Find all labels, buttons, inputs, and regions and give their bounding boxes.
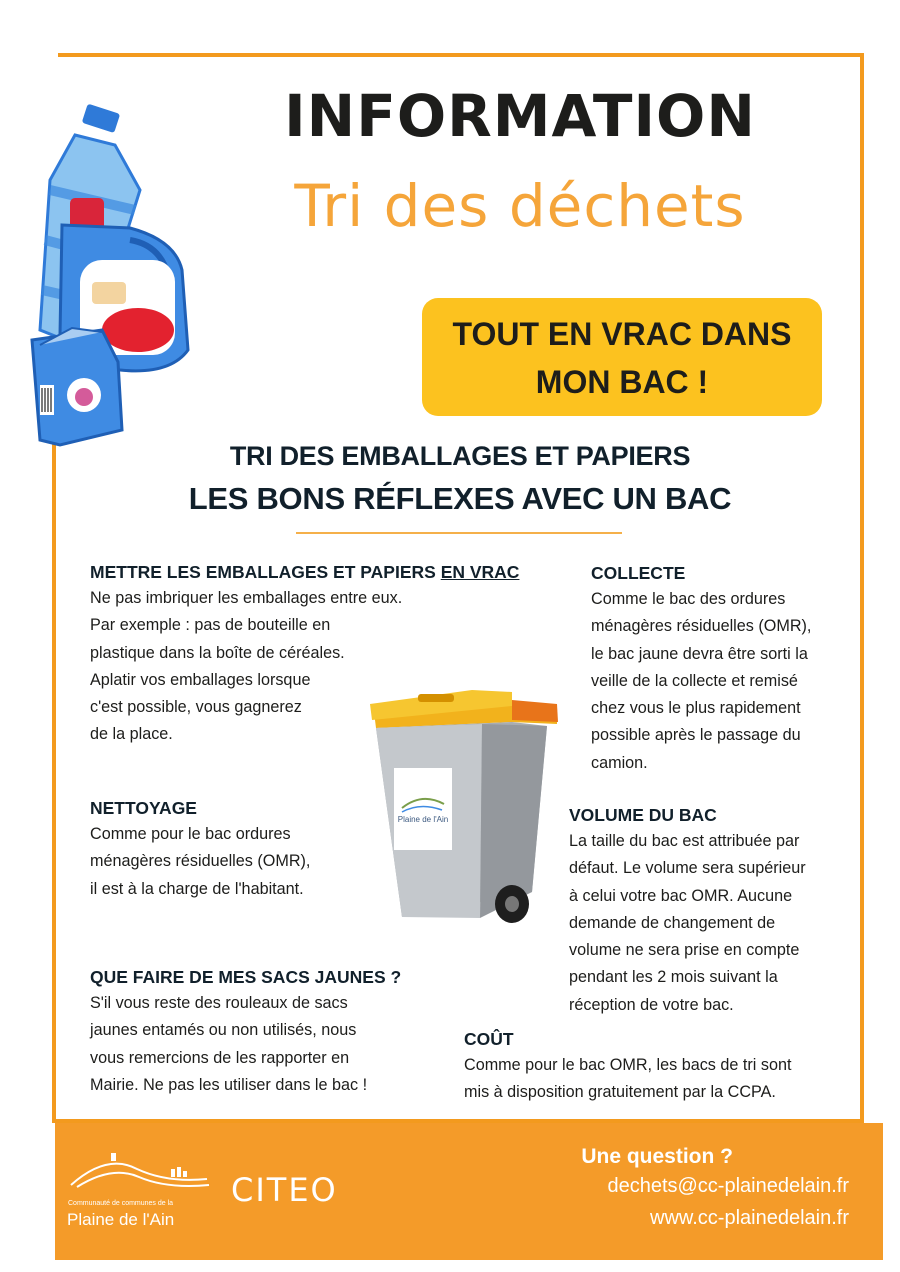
block-vrac-title-underlined: EN VRAC — [440, 562, 520, 582]
block-nettoyage-line: Comme pour le bac ordures — [90, 825, 291, 843]
block-nettoyage-line: ménagères résiduelles (OMR), — [90, 852, 311, 871]
block-nettoyage-title: NETTOYAGE — [90, 798, 197, 818]
block-collecte-line: camion. — [591, 753, 648, 772]
ccpa-org-name: Plaine de l'Ain — [67, 1210, 175, 1229]
ccpa-logo — [67, 1143, 217, 1203]
block-cout-title: COÛT — [464, 1029, 514, 1049]
heading-divider — [296, 532, 622, 534]
block-volume-line: à celui votre bac OMR. Aucune — [569, 886, 793, 905]
block-volume-line: réception de votre bac. — [569, 995, 734, 1014]
block-volume-title: VOLUME DU BAC — [569, 805, 717, 825]
badge-line-1: TOUT EN VRAC DANS — [452, 316, 792, 352]
footer-website-link[interactable]: www.cc-plainedelain.fr — [650, 1207, 849, 1229]
badge-line-2: MON BAC ! — [535, 364, 709, 400]
block-sacs-line: vous remercions de les rapporter en — [90, 1048, 350, 1067]
bin-label: Plaine de l'Ain — [397, 815, 449, 824]
block-collecte-line: veille de la collecte et remisé — [591, 671, 798, 690]
highlight-badge — [422, 298, 822, 416]
block-collecte-line: ménagères résiduelles (OMR), — [591, 617, 812, 636]
block-sacs — [90, 964, 450, 1099]
block-sacs-line: Mairie. Ne pas les utiliser dans le bac ! — [90, 1075, 368, 1094]
ccpa-org-small: Communauté de communes de la — [68, 1200, 174, 1207]
block-cout — [464, 1026, 844, 1107]
block-sacs-title: QUE FAIRE DE MES SACS JAUNES ? — [90, 967, 402, 987]
block-nettoyage-line: il est à la charge de l'habitant. — [90, 879, 304, 898]
footer-question: Une question ? — [581, 1145, 733, 1168]
page-title: INFORMATION — [284, 82, 756, 150]
footer-bar — [55, 1123, 883, 1260]
block-nettoyage — [90, 795, 390, 903]
block-volume-line: volume ne sera prise en compte — [569, 941, 800, 960]
block-vrac-line: Par exemple : pas de bouteille en — [90, 616, 331, 635]
block-volume — [569, 802, 854, 1019]
citeo-logo: CITEO — [231, 1171, 338, 1209]
milk-carton-icon — [32, 328, 122, 445]
block-vrac-line: c'est possible, vous gagnerez — [90, 698, 302, 717]
page-subtitle: Tri des déchets — [294, 172, 746, 240]
packaging-illustration — [20, 100, 200, 460]
block-collecte — [591, 560, 851, 777]
block-sacs-line: S'il vous reste des rouleaux de sacs — [90, 994, 348, 1012]
recycling-bin-icon — [362, 682, 567, 932]
block-collecte-line: le bac jaune devra être sorti la — [591, 644, 808, 663]
section-heading-line-2: LES BONS RÉFLEXES AVEC UN BAC — [188, 481, 732, 516]
block-collecte-title: COLLECTE — [591, 563, 686, 583]
block-cout-line: mis à disposition gratuitement par la CCPA. — [464, 1083, 776, 1102]
block-collecte-line: Comme le bac des ordures — [591, 590, 786, 608]
block-vrac-line: Aplatir vos emballages lorsque — [90, 670, 311, 689]
block-vrac-line: Ne pas imbriquer les emballages entre eux. — [90, 589, 403, 607]
block-volume-line: pendant les 2 mois suivant la — [569, 968, 778, 987]
block-volume-line: défaut. Le volume sera supérieur — [569, 859, 806, 878]
block-vrac-title-text: METTRE LES EMBALLAGES ET PAPIERS — [90, 562, 441, 582]
block-volume-line: demande de changement de — [569, 913, 776, 932]
block-collecte-line: possible après le passage du — [591, 726, 801, 745]
block-vrac-line: plastique dans la boîte de céréales. — [90, 643, 345, 662]
block-volume-line: La taille du bac est attribuée par — [569, 832, 800, 850]
footer-email-link[interactable]: dechets@cc-plainedelain.fr — [607, 1175, 849, 1197]
block-vrac-line: de la place. — [90, 725, 173, 744]
section-heading-line-1: TRI DES EMBALLAGES ET PAPIERS — [229, 441, 691, 471]
block-collecte-line: chez vous le plus rapidement — [591, 699, 801, 718]
block-vrac-title — [90, 559, 550, 585]
block-cout-line: Comme pour le bac OMR, les bacs de tri sont — [464, 1056, 792, 1074]
block-sacs-line: jaunes entamés ou non utilisés, nous — [90, 1021, 357, 1040]
